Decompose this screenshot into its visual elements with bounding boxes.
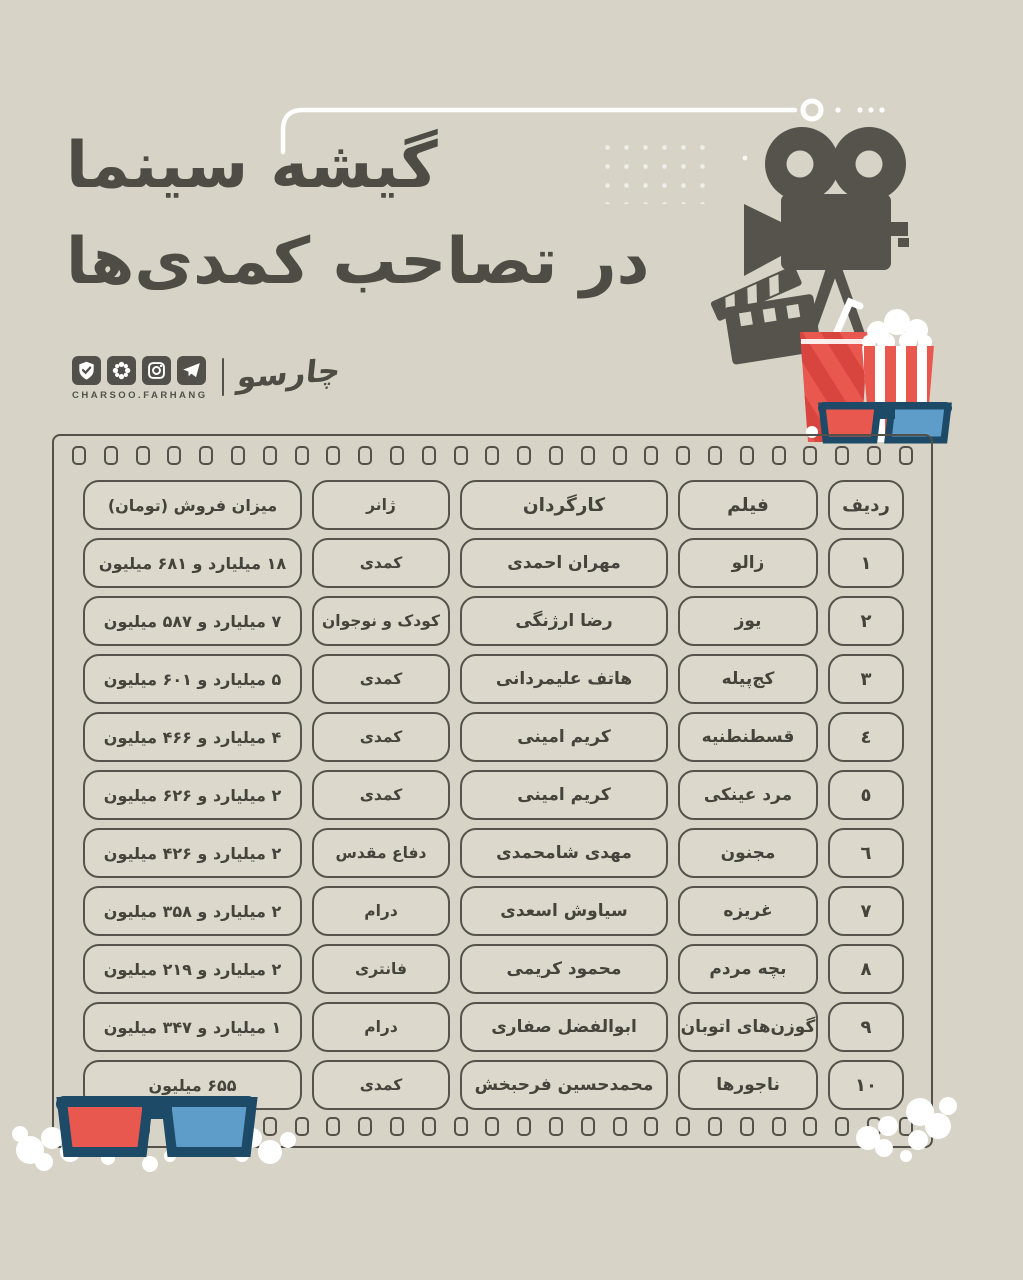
film-perforation (72, 1117, 86, 1136)
column-header-0: ردیف (828, 480, 904, 530)
film-perforation (326, 1117, 340, 1136)
flower-icon (107, 356, 136, 385)
film-perforation (772, 1117, 786, 1136)
film-perforation (295, 1117, 309, 1136)
table-cell: محمدحسین فرحبخش (460, 1060, 668, 1110)
column-header-1: فیلم (678, 480, 818, 530)
film-perforation (104, 446, 118, 465)
film-perforation (803, 1117, 817, 1136)
film-perforation (549, 1117, 563, 1136)
title-line-1: گیشه سینما (66, 129, 438, 203)
table-cell: دفاع مقدس (312, 828, 450, 878)
table-cell: کودک و نوجوان (312, 596, 450, 646)
table-cell: درام (312, 1002, 450, 1052)
rank-cell: ۷ (828, 886, 904, 936)
film-perforation (295, 446, 309, 465)
table-cell: ابوالفضل صفاری (460, 1002, 668, 1052)
rank-cell: ۱۰ (828, 1060, 904, 1110)
table-cell: ۶۵۵ میلیون (83, 1060, 302, 1110)
box-office-table (83, 480, 904, 1110)
table-cell: سیاوش اسعدی (460, 886, 668, 936)
rank-cell: ۸ (828, 944, 904, 994)
table-cell: کمدی (312, 654, 450, 704)
film-perforation (835, 1117, 849, 1136)
film-perforation (390, 446, 404, 465)
clapperboard-icon (710, 265, 822, 365)
film-perforation (740, 446, 754, 465)
table-cell: ۲ میلیارد و ۲۱۹ میلیون (83, 944, 302, 994)
table-cell: یوز (678, 596, 818, 646)
table-cell: کمدی (312, 712, 450, 762)
film-perforation (899, 446, 913, 465)
shield-check-icon (72, 356, 101, 385)
film-perforation (708, 446, 722, 465)
film-perforation (835, 446, 849, 465)
table-cell: کریم امینی (460, 770, 668, 820)
table-cell: فانتری (312, 944, 450, 994)
brand-divider (222, 358, 225, 396)
film-perforation (485, 446, 499, 465)
title-line-2: در تصاحب کمدی‌ها (66, 225, 650, 299)
film-perforation (676, 446, 690, 465)
rank-cell: ۹ (828, 1002, 904, 1052)
popcorn-bucket-icon (862, 309, 938, 442)
film-perforation (199, 1117, 213, 1136)
film-perforation (231, 446, 245, 465)
film-perforation (613, 1117, 627, 1136)
film-perforations-top (72, 446, 913, 465)
table-cell: ناجورها (678, 1060, 818, 1110)
table-cell: ۲ میلیارد و ۳۵۸ میلیون (83, 886, 302, 936)
film-perforation (581, 1117, 595, 1136)
film-perforation (72, 446, 86, 465)
table-cell: درام (312, 886, 450, 936)
film-perforation (358, 1117, 372, 1136)
table-cell: ۴ میلیارد و ۴۶۶ میلیون (83, 712, 302, 762)
film-perforation (485, 1117, 499, 1136)
table-cell: ۲ میلیارد و ۴۲۶ میلیون (83, 828, 302, 878)
table-cell: مرد عینکی (678, 770, 818, 820)
film-perforation (867, 1117, 881, 1136)
film-perforation (549, 446, 563, 465)
film-perforation (167, 1117, 181, 1136)
column-header-4: میزان فروش (تومان) (83, 480, 302, 530)
instagram-icon (142, 356, 171, 385)
film-perforation (676, 1117, 690, 1136)
table-cell: کریم امینی (460, 712, 668, 762)
table-cell: محمود کریمی (460, 944, 668, 994)
film-perforation (454, 1117, 468, 1136)
film-perforation (167, 446, 181, 465)
brand-handle: CHARSOO.FARHANG (72, 390, 208, 401)
table-cell: کمدی (312, 770, 450, 820)
film-perforation (581, 446, 595, 465)
table-cell: ۵ میلیارد و ۶۰۱ میلیون (83, 654, 302, 704)
film-perforation (867, 446, 881, 465)
table-cell: کج‌پیله (678, 654, 818, 704)
rank-cell: ٤ (828, 712, 904, 762)
film-perforation (740, 1117, 754, 1136)
film-perforation (803, 446, 817, 465)
table-cell: مهران احمدی (460, 538, 668, 588)
table-cell: زالو (678, 538, 818, 588)
table-cell: مهدی شامحمدی (460, 828, 668, 878)
rank-cell: ۱ (828, 538, 904, 588)
table-cell: غریزه (678, 886, 818, 936)
table-cell: ۱ میلیارد و ۳۴۷ میلیون (83, 1002, 302, 1052)
film-perforation (517, 1117, 531, 1136)
film-strip-table (52, 434, 933, 1148)
film-perforation (390, 1117, 404, 1136)
table-cell: قسطنطنیه (678, 712, 818, 762)
film-perforation (644, 1117, 658, 1136)
film-perforation (326, 446, 340, 465)
table-cell: ۷ میلیارد و ۵۸۷ میلیون (83, 596, 302, 646)
rank-cell: ۲ (828, 596, 904, 646)
film-perforation (231, 1117, 245, 1136)
film-perforation (422, 1117, 436, 1136)
column-header-3: ژانر (312, 480, 450, 530)
telegram-icon (177, 356, 206, 385)
film-perforation (613, 446, 627, 465)
film-perforation (772, 446, 786, 465)
rank-cell: ۳ (828, 654, 904, 704)
column-header-2: کارگردان (460, 480, 668, 530)
table-cell: گوزن‌های اتوبان (678, 1002, 818, 1052)
film-perforation (644, 446, 658, 465)
rank-cell: ٦ (828, 828, 904, 878)
brand-block (72, 352, 343, 401)
film-perforation (454, 446, 468, 465)
page-title (66, 118, 649, 310)
film-perforations-bottom (72, 1117, 913, 1136)
film-perforation (358, 446, 372, 465)
film-perforation (899, 1117, 913, 1136)
rank-cell: ٥ (828, 770, 904, 820)
film-perforation (104, 1117, 118, 1136)
film-perforation (136, 446, 150, 465)
table-cell: مجنون (678, 828, 818, 878)
film-perforation (708, 1117, 722, 1136)
table-cell: ۲ میلیارد و ۶۲۶ میلیون (83, 770, 302, 820)
film-perforation (263, 446, 277, 465)
table-cell: هاتف علیمردانی (460, 654, 668, 704)
film-perforation (199, 446, 213, 465)
film-perforation (517, 446, 531, 465)
table-cell: رضا ارژنگی (460, 596, 668, 646)
table-cell: کمدی (312, 538, 450, 588)
charsoo-logo: چارسو (235, 352, 343, 396)
film-perforation (136, 1117, 150, 1136)
table-cell: کمدی (312, 1060, 450, 1110)
film-perforation (422, 446, 436, 465)
table-cell: بچه مردم (678, 944, 818, 994)
social-block (72, 356, 208, 401)
table-cell: ۱۸ میلیارد و ۶۸۱ میلیون (83, 538, 302, 588)
film-perforation (263, 1117, 277, 1136)
